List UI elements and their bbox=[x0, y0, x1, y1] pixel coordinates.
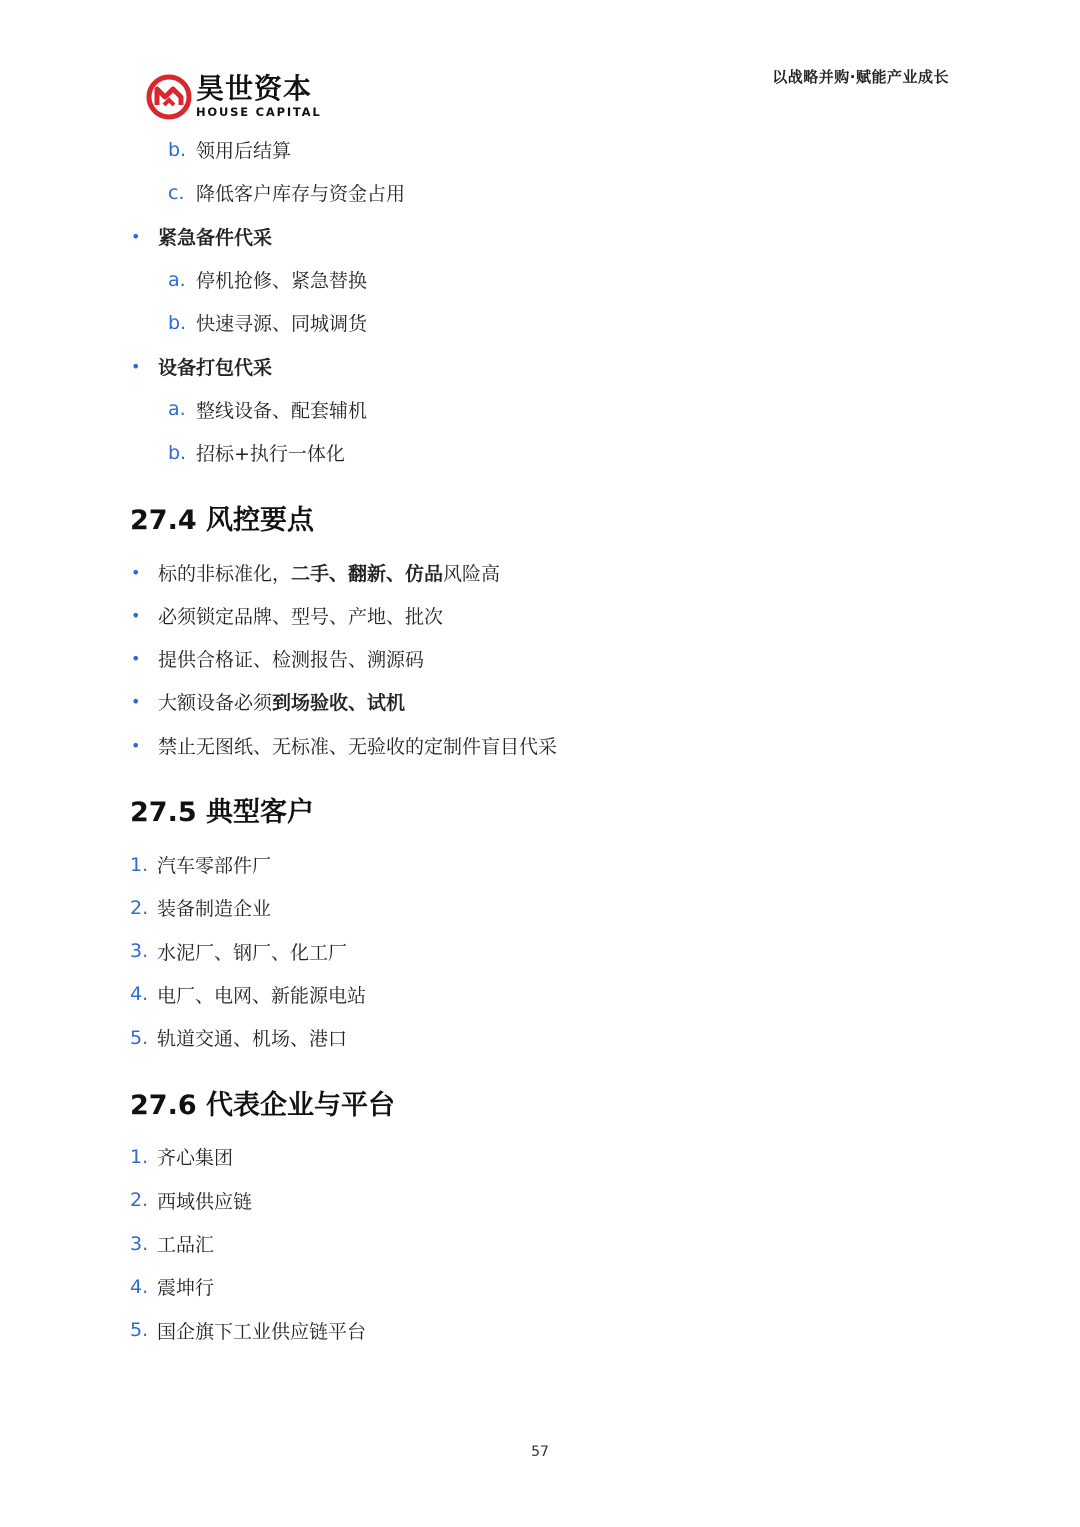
header-slogan: 以战略并购·赋能产业成长 bbox=[772, 68, 949, 86]
group-title: 紧急备件代采 bbox=[158, 226, 273, 249]
number-marker: 2. bbox=[130, 1189, 149, 1212]
list-item bbox=[130, 388, 950, 431]
list-marker: b. bbox=[168, 441, 187, 464]
house-capital-logo-icon bbox=[146, 74, 192, 120]
bullet-icon: • bbox=[131, 226, 141, 246]
list-item bbox=[130, 171, 950, 214]
list-item bbox=[130, 258, 950, 301]
numbered-item bbox=[130, 929, 950, 972]
bullet-icon: • bbox=[131, 649, 141, 669]
number-marker: 1. bbox=[130, 853, 149, 876]
bullet-icon: • bbox=[131, 605, 141, 625]
bullet-icon: • bbox=[131, 356, 141, 376]
section-heading-platforms: 27.6 代表企业与平台 bbox=[130, 1089, 396, 1121]
list-item-text: 整线设备、配套辅机 bbox=[196, 399, 368, 422]
numbered-text: 电厂、电网、新能源电站 bbox=[157, 984, 367, 1007]
list-item-text: 招标+执行一体化 bbox=[196, 443, 345, 466]
bullet-text: 提供合格证、检测报告、溯源码 bbox=[158, 649, 425, 672]
numbered-item bbox=[130, 886, 950, 929]
bullet-item bbox=[130, 344, 950, 387]
number-marker: 3. bbox=[130, 940, 149, 963]
list-item bbox=[130, 301, 950, 344]
numbered-item bbox=[130, 1016, 950, 1059]
bullet-item bbox=[130, 680, 950, 723]
numbered-item bbox=[130, 1222, 950, 1265]
numbered-item bbox=[130, 843, 950, 886]
list-item-text: 领用后结算 bbox=[196, 140, 292, 163]
number-marker: 3. bbox=[130, 1232, 149, 1255]
bullet-text: 大额设备必须到场验收、试机 bbox=[158, 692, 406, 715]
bullet-icon: • bbox=[131, 562, 141, 582]
page-content bbox=[130, 128, 950, 1352]
list-item-text: 快速寻源、同城调货 bbox=[196, 313, 368, 336]
bullet-item bbox=[130, 724, 950, 767]
numbered-item bbox=[130, 1179, 950, 1222]
numbered-text: 轨道交通、机场、港口 bbox=[157, 1028, 348, 1051]
company-logo bbox=[146, 72, 322, 122]
logo-chinese-name: 昊世资本 bbox=[196, 72, 313, 106]
number-marker: 5. bbox=[130, 1319, 149, 1342]
bullet-item bbox=[130, 215, 950, 258]
numbered-item bbox=[130, 1135, 950, 1178]
list-item-text: 降低客户库存与资金占用 bbox=[196, 183, 406, 206]
bullet-text: 禁止无图纸、无标准、无验收的定制件盲目代采 bbox=[158, 735, 558, 758]
numbered-item bbox=[130, 1265, 950, 1308]
bullet-icon: • bbox=[131, 735, 141, 755]
list-marker: b. bbox=[168, 138, 187, 161]
list-marker: a. bbox=[168, 398, 186, 421]
page-number: 57 bbox=[531, 1444, 549, 1460]
list-item bbox=[130, 431, 950, 474]
numbered-text: 国企旗下工业供应链平台 bbox=[157, 1320, 367, 1343]
numbered-item bbox=[130, 973, 950, 1016]
section-heading-customers: 27.5 典型客户 bbox=[130, 797, 315, 829]
numbered-text: 汽车零部件厂 bbox=[157, 855, 272, 877]
number-marker: 1. bbox=[130, 1145, 149, 1168]
number-marker: 4. bbox=[130, 983, 149, 1006]
logo-english-name: HOUSE CAPITAL bbox=[196, 105, 322, 120]
bullet-item bbox=[130, 594, 950, 637]
list-item bbox=[130, 128, 950, 171]
bullet-item bbox=[130, 637, 950, 680]
numbered-text: 装备制造企业 bbox=[157, 898, 272, 921]
bullet-text: 标的非标准化，二手、翻新、仿品风险高 bbox=[158, 562, 501, 585]
numbered-text: 齐心集团 bbox=[157, 1147, 234, 1170]
numbered-text: 震坤行 bbox=[157, 1277, 215, 1300]
numbered-item bbox=[130, 1309, 950, 1352]
bullet-item bbox=[130, 550, 950, 593]
list-marker: a. bbox=[168, 268, 186, 291]
section-heading-risk: 27.4 风控要点 bbox=[130, 504, 315, 536]
bullet-icon: • bbox=[131, 692, 141, 712]
number-marker: 2. bbox=[130, 896, 149, 919]
numbered-text: 西域供应链 bbox=[157, 1190, 253, 1213]
list-marker: c. bbox=[168, 181, 185, 204]
group-title: 设备打包代采 bbox=[158, 356, 273, 379]
numbered-text: 水泥厂、钢厂、化工厂 bbox=[157, 941, 348, 964]
bullet-text: 必须锁定品牌、型号、产地、批次 bbox=[158, 605, 444, 628]
number-marker: 4. bbox=[130, 1275, 149, 1298]
numbered-text: 工品汇 bbox=[157, 1234, 215, 1257]
list-item-text: 停机抢修、紧急替换 bbox=[196, 270, 368, 293]
number-marker: 5. bbox=[130, 1026, 149, 1049]
list-marker: b. bbox=[168, 311, 187, 334]
